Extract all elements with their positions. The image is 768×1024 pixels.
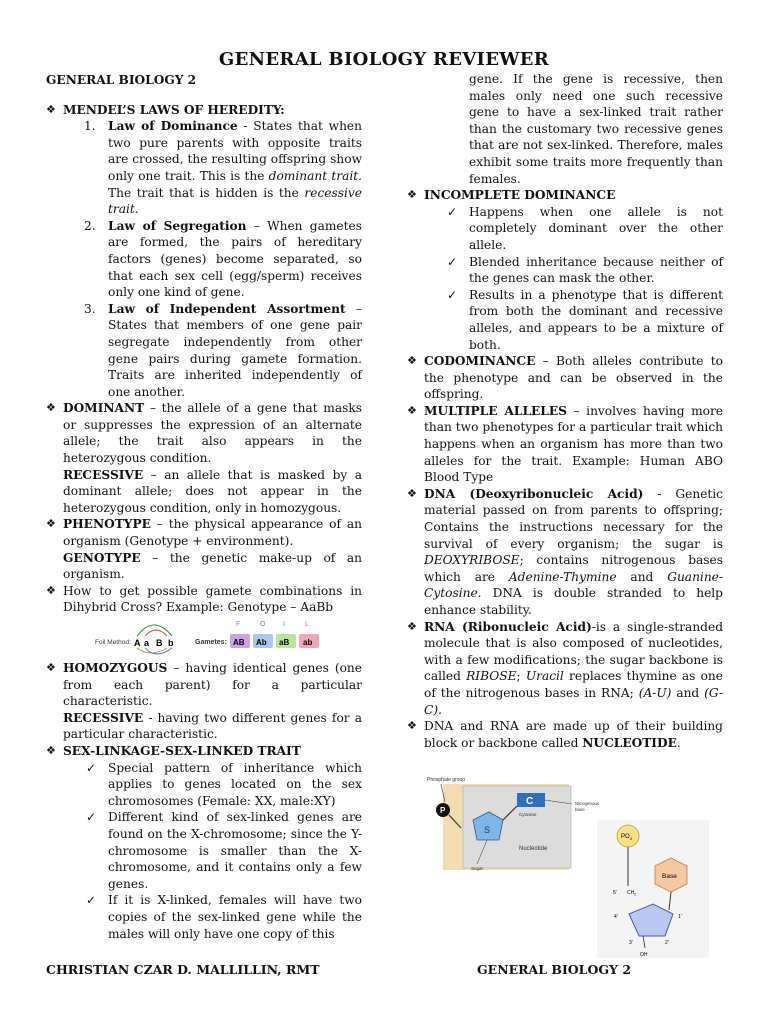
c2-label: 2': [665, 940, 669, 946]
gamete-text: ab: [303, 638, 313, 647]
foil-method-label: Foil Method:: [95, 639, 131, 646]
foil-abbrev-letter: O: [260, 621, 266, 628]
diamond-bullet-icon: ❖: [46, 583, 56, 597]
diamond-bullet-icon: ❖: [407, 719, 417, 733]
sexlink-continuation: gene. If the gene is recessive, then males only need one such recessive gene to have a sex-linked trait rather than the customary two recessive genes that are not sex-linked. Therefore, males exhibit some traits more frequently than females.: [469, 72, 723, 186]
diamond-bullet-icon: ❖: [407, 486, 417, 500]
law-item: 2. Law of Segregation – When gametes are formed, the pairs of hereditary factors (genes) become separated, so that each sex cell (egg/sperm) receives only one kind of gene.: [84, 218, 362, 300]
nucleotide-figure: [407, 768, 717, 958]
checklist-item: ✓ Happens when one allele is not completely dominant over the other allele.: [447, 204, 723, 252]
nucleotide-structure: [597, 820, 709, 958]
foil-letter: B: [156, 638, 163, 648]
nucleotide-border: [417, 784, 443, 870]
structure-background: [597, 820, 709, 958]
foil-letter: a: [144, 638, 150, 648]
foil-letter: A: [134, 638, 141, 648]
c1-label: 1': [678, 914, 682, 920]
po4-label: $PO_4$: [621, 834, 632, 841]
diamond-bullet-icon: ❖: [407, 619, 417, 633]
dihybrid-question: ❖ How to get possible gamete combinations in Dihybrid Cross? Example: Genotype – AaBb: [46, 583, 362, 615]
cytosine-label: Cytosine: [519, 812, 537, 817]
diamond-bullet-icon: ❖: [46, 517, 56, 531]
c4-label: 4': [614, 914, 618, 920]
multiple-alleles-definition: ❖ MULTIPLE ALLELES – involves having more than two phenotypes for a particular trait which happens when an organism has more than two alleles for the trait. Example: Human ABO Blood Type: [407, 403, 723, 485]
homozygous-definition: ❖ HOMOZYGOUS – having identical genes (one from each parent) for a particular characteristic.: [46, 661, 362, 709]
phosphate-label: Phosphate group: [427, 777, 466, 783]
check-icon: ✓: [447, 287, 458, 302]
right-column: [407, 71, 723, 751]
nucleotide-label: Nucleotide: [519, 846, 548, 852]
page-title: GENERAL BIOLOGY REVIEWER: [218, 49, 550, 70]
law-item: 3. Law of Independent Assortment – States that members of one gene pair segregate independently from other gene pairs during gamete formation. Traits are inherited independently of one another.: [84, 301, 362, 399]
phenotype-definition: ❖ PHENOTYPE – the physical appearance of an organism (Genotype + environment).: [46, 517, 362, 549]
oh-label: OH: [640, 952, 648, 958]
cytosine-letter: C: [526, 796, 534, 807]
diamond-bullet-icon: ❖: [407, 188, 417, 202]
nitrogenous-label: base: [575, 807, 585, 812]
genotype-definition: GENOTYPE – the genetic make-up of an organism.: [63, 550, 362, 582]
dna-definition: ❖ DNA (Deoxyribonucleic Acid) - Genetic material passed on from parents to offspring; Contains the instructions necessary for the survival of every organism; the sugar is DEOXYRIBOSE; contains nitrogenous bases which are Adenine-Thymine and Guanine-Cytosine. DNA is double stranded to help enhance stability.: [407, 486, 724, 617]
ch2-label: $CH_2$: [627, 890, 637, 897]
checklist-item: ✓ Results in a phenotype that is different from both the dominant and recessive alleles, and appears to be a mixture of both.: [447, 287, 723, 352]
foil-method-figure: [46, 616, 362, 660]
checklist-item: ✓ Blended inheritance because neither of the genes can mask the other.: [447, 254, 723, 286]
phosphate-letter: P: [440, 806, 446, 815]
foil-abbrev-letter: L: [305, 621, 309, 628]
diamond-bullet-icon: ❖: [407, 354, 417, 368]
dominant-definition: ❖ DOMINANT – the allele of a gene that masks or suppresses the expression of an alternate allele; the trait also appears in the heterozygous condition.: [46, 401, 362, 466]
checklist-item: ✓ Different kind of sex-linked genes are found on the X-chromosome; since the Y-chromosome is smaller than the X-chromosome, and it contains only a few genes.: [86, 810, 362, 891]
course-header: GENERAL BIOLOGY 2: [46, 73, 197, 87]
gamete-text: Ab: [256, 638, 267, 647]
checklist-item: ✓ Special pattern of inheritance which applies to genes located on the sex chromosomes (Female: XX, male:XY): [86, 760, 362, 808]
codominance-definition: ❖ CODOMINANCE – Both alleles contribute to the phenotype and can be observed in the offspring.: [407, 354, 723, 402]
footer-author: CHRISTIAN CZAR D. MALLILLIN, RMT: [46, 962, 320, 977]
nucleotide-statement: ❖ DNA and RNA are made up of their building block or backbone called NUCLEOTIDE.: [407, 719, 723, 750]
nitrogenous-label: Nitrogenous: [575, 801, 600, 806]
gamete-text: aB: [279, 638, 290, 647]
c5-label: 5': [613, 890, 617, 896]
sugar-letter: S: [484, 825, 491, 835]
gamete-text: AB: [233, 638, 245, 647]
diamond-bullet-icon: ❖: [46, 102, 56, 116]
recessive-definition: RECESSIVE – an allele that is masked by a dominant allele; does not appear in the heterozygous condition, only in homozygous.: [63, 467, 362, 515]
check-icon: ✓: [86, 893, 97, 908]
left-column: [46, 72, 362, 942]
diamond-bullet-icon: ❖: [407, 403, 417, 417]
base-label: Base: [662, 873, 677, 880]
law-item: 1. Law of Dominance - States that when two pure parents with opposite traits are crossed, the resulting offspring show only one trait. This is the dominant trait. The trait that is hidden is the recessive trait.: [84, 119, 363, 217]
mendel-section: ❖ MENDEL’S LAWS OF HEREDITY:: [46, 102, 285, 117]
nucleotide-schematic: [417, 777, 600, 871]
check-icon: ✓: [86, 810, 97, 825]
diamond-bullet-icon: ❖: [46, 743, 56, 757]
foil-diagram: [92, 616, 362, 660]
diamond-bullet-icon: ❖: [46, 661, 56, 674]
checklist-item: ✓ If it is X-linked, females will have two copies of the sex-linked gene while the males will only have one copy of this: [86, 893, 362, 941]
foil-abbrev-letter: I: [283, 621, 285, 628]
foil-letter: b: [168, 638, 174, 648]
sexlink-heading: ❖ SEX-LINKAGE-SEX-LINKED TRAIT: [46, 743, 301, 758]
foil-abbrev-letter: F: [236, 621, 241, 628]
check-icon: ✓: [447, 254, 458, 269]
sugar-label: Sugar: [471, 866, 484, 871]
check-icon: ✓: [86, 760, 97, 775]
c3-label: 3': [629, 940, 633, 946]
rna-definition: ❖ RNA (Ribonucleic Acid)-is a single-stranded molecule that is also composed of nucleotides, with a few modifications; the sugar backbone is called RIBOSE; Uracil replaces thymine as one of the nitrogenous bases in RNA; (A-U) and (G-C).: [407, 619, 723, 717]
diamond-bullet-icon: ❖: [46, 401, 56, 415]
footer-course: GENERAL BIOLOGY 2: [477, 962, 632, 977]
incomplete-dominance-heading: ❖ INCOMPLETE DOMINANCE: [407, 188, 616, 203]
recessive-heterozygous-definition: RECESSIVE - having two different genes for a particular characteristic.: [63, 710, 362, 742]
check-icon: ✓: [447, 204, 458, 219]
gametes-label: Gametes:: [195, 639, 227, 646]
